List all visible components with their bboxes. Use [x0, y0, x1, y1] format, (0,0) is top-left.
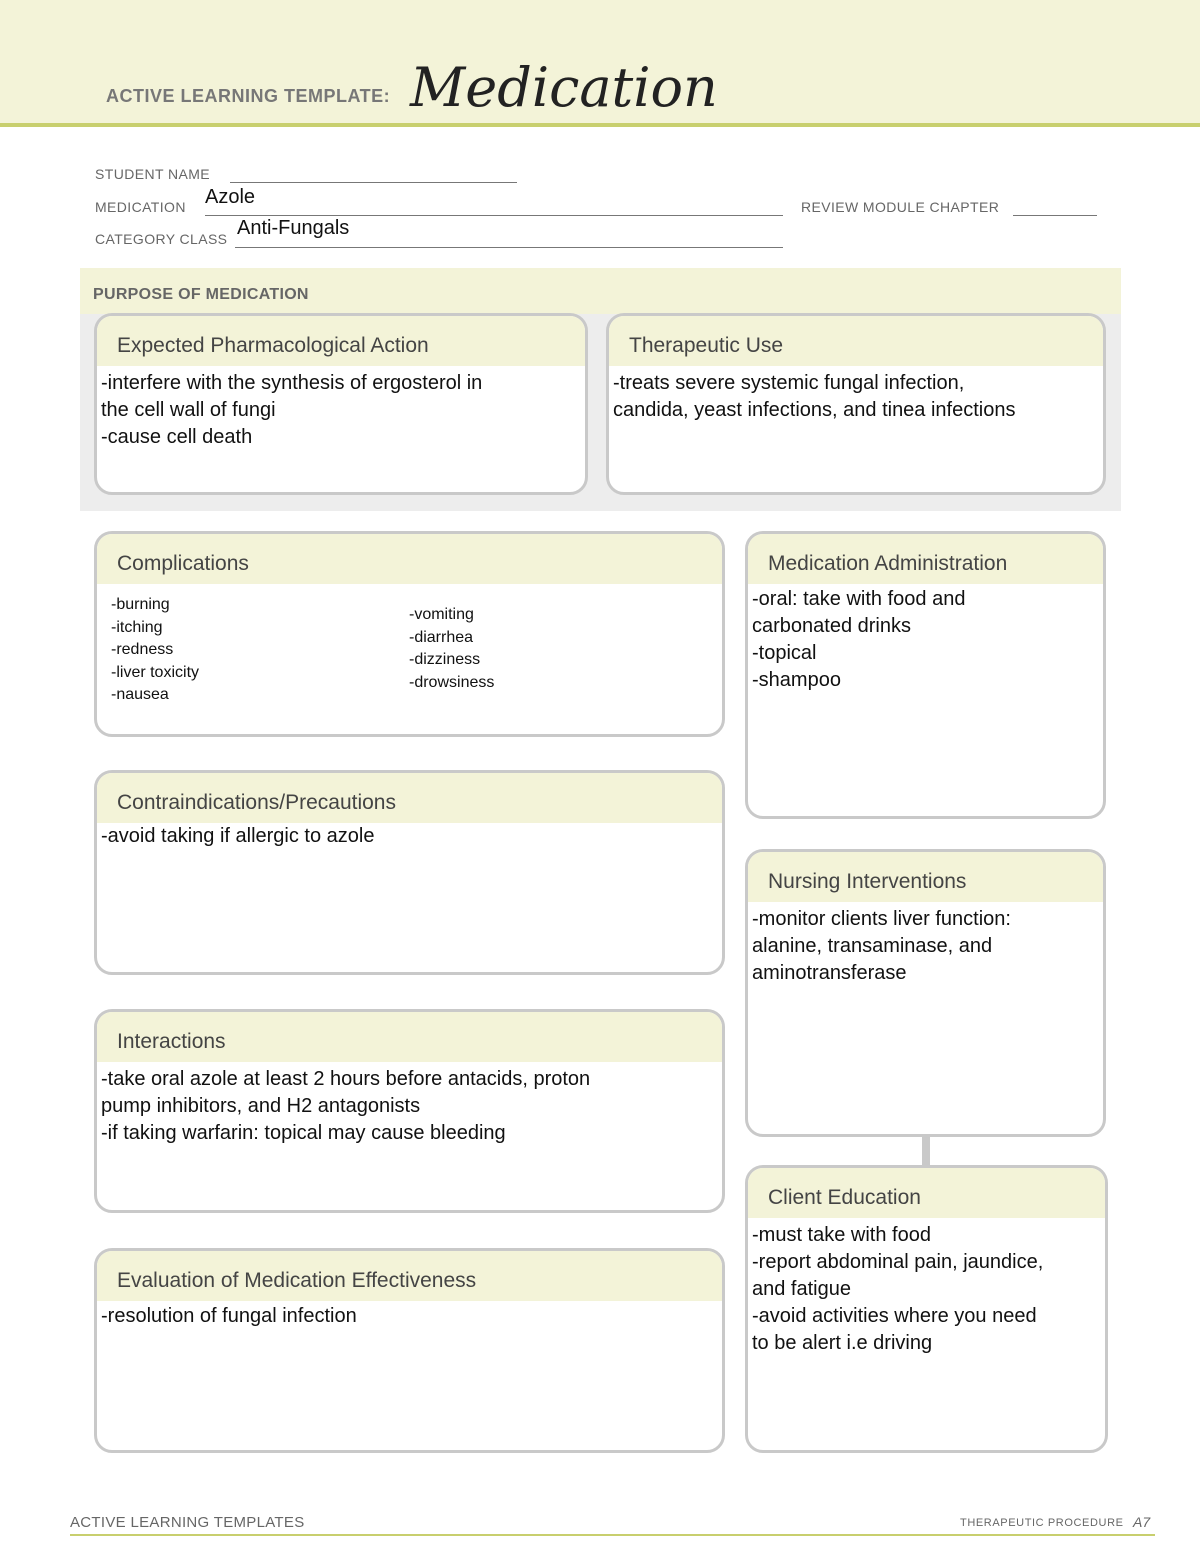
- medication-administration-line: carbonated drinks: [752, 615, 911, 637]
- therapeutic-use-title: Therapeutic Use: [629, 334, 784, 357]
- expected-action-header: [97, 316, 585, 366]
- nursing-interventions-line: aminotransferase: [752, 962, 907, 984]
- medication-field[interactable]: Azole: [205, 186, 256, 208]
- client-education-box: [745, 1165, 1108, 1453]
- client-education-line: and fatigue: [752, 1278, 851, 1300]
- medication-administration-box: [745, 531, 1106, 819]
- medication-administration-line: -shampoo: [752, 669, 841, 691]
- medication-line: [205, 215, 783, 216]
- nursing-interventions-line: alanine, transaminase, and: [752, 935, 993, 957]
- student-name-line: [230, 182, 517, 183]
- complication-item: -diarrhea: [409, 628, 474, 646]
- therapeutic-use-line: candida, yeast infections, and tinea infections: [613, 399, 1016, 421]
- interactions-line: pump inhibitors, and H2 antagonists: [101, 1095, 421, 1117]
- nursing-interventions-title: Nursing Interventions: [768, 870, 967, 893]
- contraindications-header: [97, 773, 722, 823]
- therapeutic-use-body[interactable]: [609, 366, 1103, 424]
- evaluation-title: Evaluation of Medication Effectiveness: [117, 1269, 477, 1292]
- client-education-body[interactable]: [748, 1218, 1105, 1357]
- interactions-line: -if taking warfarin: topical may cause bleeding: [101, 1122, 506, 1144]
- category-class-field[interactable]: Anti-Fungals: [237, 217, 350, 239]
- therapeutic-use-line: -treats severe systemic fungal infection,: [613, 372, 965, 394]
- complications-header: [97, 534, 722, 584]
- medication-administration-line: -oral: take with food and: [752, 588, 966, 610]
- review-module-line: [1013, 215, 1097, 216]
- expected-action-line: the cell wall of fungi: [101, 399, 276, 421]
- complications-column-2[interactable]: [409, 604, 494, 694]
- therapeutic-use-box: [606, 313, 1106, 495]
- therapeutic-use-header: [609, 316, 1103, 366]
- evaluation-header: [97, 1251, 722, 1301]
- page-title: Medication: [410, 56, 718, 119]
- interactions-line: -take oral azole at least 2 hours before antacids, proton: [101, 1068, 591, 1090]
- evaluation-line: -resolution of fungal infection: [101, 1305, 357, 1327]
- client-education-header: [748, 1168, 1105, 1218]
- footer-right-label: THERAPEUTIC PROCEDURE: [960, 1517, 1124, 1529]
- complication-item: -itching: [111, 618, 163, 636]
- contraindications-box: [94, 770, 725, 975]
- complication-item: -dizziness: [409, 651, 481, 668]
- expected-action-line: -interfere with the synthesis of ergosterol in: [101, 372, 483, 394]
- evaluation-box: [94, 1248, 725, 1453]
- expected-action-box: [94, 313, 588, 495]
- complication-item: -burning: [111, 596, 170, 613]
- nursing-interventions-line: -monitor clients liver function:: [752, 908, 1011, 930]
- complications-title: Complications: [117, 552, 249, 575]
- complication-item: -liver toxicity: [111, 663, 200, 681]
- medication-label: MEDICATION: [95, 199, 186, 215]
- connector-bar: [922, 1136, 930, 1166]
- page-number: A7: [1133, 1514, 1151, 1530]
- client-education-line: -avoid activities where you need: [752, 1305, 1037, 1327]
- medication-administration-title: Medication Administration: [768, 552, 1008, 575]
- complication-item: -vomiting: [409, 606, 474, 623]
- client-education-line: to be alert i.e driving: [752, 1332, 933, 1354]
- complication-item: -redness: [111, 641, 174, 658]
- client-education-line: -report abdominal pain, jaundice,: [752, 1251, 1044, 1273]
- footer-rule: [70, 1534, 1155, 1536]
- interactions-header: [97, 1012, 722, 1062]
- nursing-interventions-header: [748, 852, 1103, 902]
- complications-box: [94, 531, 725, 737]
- category-class-label: CATEGORY CLASS: [95, 231, 228, 247]
- client-education-title: Client Education: [768, 1186, 921, 1209]
- client-education-line: -must take with food: [752, 1224, 931, 1246]
- interactions-box: [94, 1009, 725, 1213]
- template-label: ACTIVE LEARNING TEMPLATE:: [106, 86, 391, 106]
- expected-action-body[interactable]: [97, 366, 585, 451]
- footer-left-label: ACTIVE LEARNING TEMPLATES: [70, 1514, 305, 1531]
- nursing-interventions-body[interactable]: [748, 902, 1103, 987]
- medication-administration-line: -topical: [752, 642, 817, 664]
- complication-item: -drowsiness: [409, 673, 495, 691]
- interactions-title: Interactions: [117, 1030, 226, 1053]
- contraindications-body[interactable]: [97, 823, 722, 850]
- evaluation-body[interactable]: [97, 1301, 722, 1330]
- medication-administration-header: [748, 534, 1103, 584]
- complication-item: -nausea: [111, 686, 169, 703]
- header-rule: [0, 123, 1200, 127]
- medication-administration-body[interactable]: [748, 584, 1103, 694]
- contraindications-title: Contraindications/Precautions: [117, 791, 396, 814]
- student-name-label: STUDENT NAME: [95, 166, 210, 182]
- complications-column-1[interactable]: [111, 594, 199, 707]
- category-class-line: [235, 247, 783, 248]
- review-module-label: REVIEW MODULE CHAPTER: [801, 199, 1000, 215]
- expected-action-title: Expected Pharmacological Action: [117, 334, 429, 357]
- purpose-title: PURPOSE OF MEDICATION: [93, 286, 309, 303]
- interactions-body[interactable]: [97, 1062, 722, 1147]
- expected-action-line: -cause cell death: [101, 426, 253, 448]
- contraindications-line: -avoid taking if allergic to azole: [101, 825, 375, 847]
- nursing-interventions-box: [745, 849, 1106, 1137]
